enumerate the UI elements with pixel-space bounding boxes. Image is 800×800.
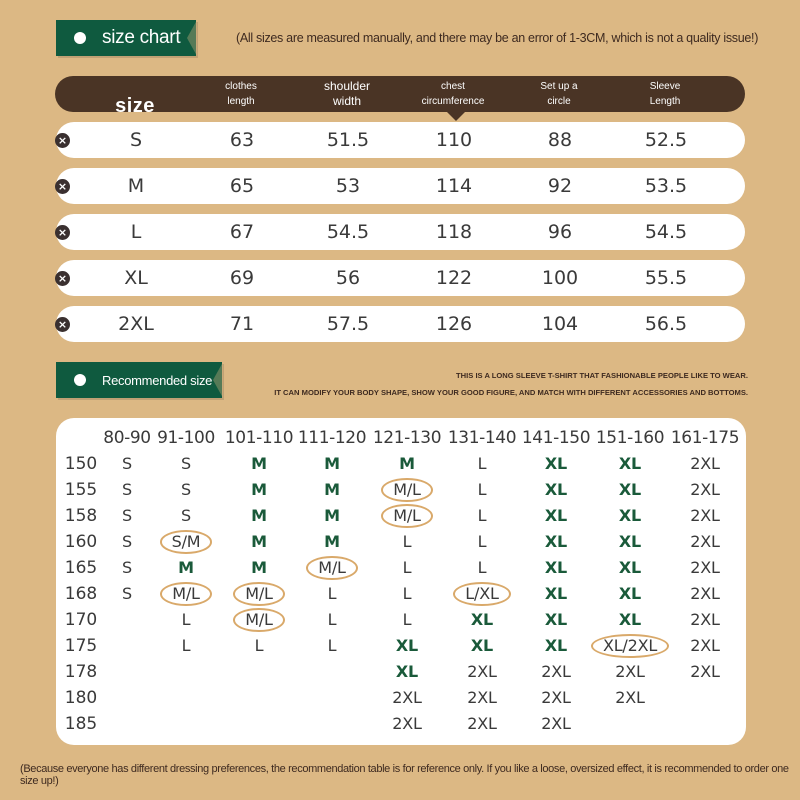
recommended-size-cell: M/L: [146, 584, 226, 606]
recommended-size-cell: L: [477, 532, 487, 551]
recommended-size-cell: 2XL: [541, 662, 571, 681]
measurement-value: 122: [435, 267, 473, 289]
recommended-size-cell: L: [327, 584, 337, 603]
recommended-size-cell: M/L: [367, 506, 447, 528]
recommended-size-cell: XL: [544, 506, 568, 525]
recommended-size-cell: XL: [395, 662, 419, 681]
recommended-size-cell: M/L: [367, 480, 447, 502]
recommended-size-cell: XL: [544, 454, 568, 473]
recommended-size-cell: L: [327, 610, 337, 629]
size-label: S: [129, 129, 143, 151]
header-size: size: [115, 94, 155, 117]
header-line: Length: [649, 96, 681, 107]
recommended-size-cell: L: [402, 610, 412, 629]
header-sleeve-length: [610, 76, 720, 112]
recommended-size-cell: S: [122, 506, 132, 525]
measurement-value: 53: [335, 175, 361, 197]
measurement-value: 57.5: [326, 313, 370, 335]
recommended-size-cell: L: [477, 480, 487, 499]
recommended-size-cell: L: [477, 558, 487, 577]
recommended-notes: [274, 367, 748, 401]
measurement-value: 126: [435, 313, 473, 335]
recommended-size-cell: M/L: [219, 610, 299, 632]
recommended-size-cell: XL: [544, 532, 568, 551]
measurement-value: 56: [335, 267, 361, 289]
recommended-size-cell: 2XL: [690, 558, 720, 577]
header-line: Set up a: [540, 81, 578, 92]
height-row-header: 175: [64, 636, 98, 656]
measurement-value: 104: [541, 313, 579, 335]
header-set-up-a-circle: [504, 76, 614, 112]
recommended-size-cell: XL: [395, 636, 419, 655]
height-row-header: 165: [64, 558, 98, 578]
recommended-size-cell: XL: [618, 610, 642, 629]
recommended-size-cell: M: [251, 532, 267, 551]
size-chart-title: size chart: [102, 27, 181, 48]
recommended-size-cell: L: [477, 454, 487, 473]
recommended-size-cell: 2XL: [615, 662, 645, 681]
recommended-size-cell: 2XL: [690, 636, 720, 655]
header-line: width: [332, 94, 361, 108]
size-label: 2XL: [118, 313, 154, 335]
recommended-size-cell: 2XL: [690, 506, 720, 525]
measurement-value: 96: [547, 221, 573, 243]
recommended-size-cell: 2XL: [690, 662, 720, 681]
size-row-l: [56, 214, 745, 250]
recommended-size-cell: L: [181, 636, 191, 655]
recommended-size-cell: L: [327, 636, 337, 655]
header-line: chest: [441, 81, 465, 92]
measurement-value: 52.5: [644, 129, 688, 151]
header-line: circumference: [421, 96, 485, 107]
header-line: shoulder: [323, 79, 371, 93]
footnote: (Because everyone has different dressing preferences, the recommendation table is for reference only. If you like a loose, oversized effect, it is recommended to order one size up!): [20, 763, 789, 787]
close-icon: ×: [55, 225, 70, 240]
height-row-header: 185: [64, 714, 98, 734]
recommended-size-cell: XL: [618, 584, 642, 603]
recommended-size-cell: L: [402, 584, 412, 603]
recommended-size-cell: XL: [618, 506, 642, 525]
recommended-size-cell: 2XL: [541, 714, 571, 733]
recommended-size-cell: XL: [618, 532, 642, 551]
recommended-size-cell: S: [181, 506, 191, 525]
recommended-size-cell: 2XL: [615, 688, 645, 707]
recommended-size-cell: S: [122, 454, 132, 473]
recommended-size-cell: 2XL: [690, 454, 720, 473]
header-line: length: [227, 96, 255, 107]
recommended-size-cell: M/L: [292, 558, 372, 580]
height-row-header: 170: [64, 610, 98, 630]
close-icon: ×: [55, 271, 70, 286]
recommended-size-cell: S: [122, 558, 132, 577]
recommended-size-cell: S: [122, 584, 132, 603]
recommended-size-cell: L: [402, 558, 412, 577]
recommended-size-cell: 2XL: [467, 714, 497, 733]
recommended-size-cell: L: [477, 506, 487, 525]
recommended-size-cell: 2XL: [690, 584, 720, 603]
measurement-value: 53.5: [644, 175, 688, 197]
weight-column-header: 111-120: [297, 428, 367, 448]
recommended-size-tag: [56, 362, 222, 398]
recommended-size-cell: L: [402, 532, 412, 551]
measurement-value: 88: [547, 129, 573, 151]
recommended-size-cell: L: [254, 636, 264, 655]
recommended-size-cell: XL: [618, 454, 642, 473]
recommended-size-cell: 2XL: [541, 688, 571, 707]
tag-fold: [213, 362, 223, 398]
recommended-size-cell: XL: [544, 636, 568, 655]
recommended-size-cell: M: [178, 558, 194, 577]
measurement-value: 71: [229, 313, 255, 335]
weight-column-header: 101-110: [224, 428, 294, 448]
size-row-m: [56, 168, 745, 204]
recommended-size-cell: XL: [618, 558, 642, 577]
close-icon: ×: [55, 317, 70, 332]
recommended-size-cell: M: [324, 532, 340, 551]
weight-column-header: 91-100: [157, 428, 215, 448]
tag-fold: [187, 20, 197, 56]
measurement-value: 69: [229, 267, 255, 289]
header-pointer: [447, 112, 465, 121]
size-label: L: [130, 221, 142, 243]
bullet-dot-icon: [74, 374, 86, 386]
recommended-size-cell: S/M: [146, 532, 226, 554]
header-line: circle: [547, 96, 571, 107]
measurement-value: 100: [541, 267, 579, 289]
close-icon: ×: [55, 179, 70, 194]
size-row-xl: [56, 260, 745, 296]
size-chart-header: [55, 76, 745, 117]
recommended-size-cell: M: [251, 506, 267, 525]
recommended-size-cell: XL: [470, 636, 494, 655]
measurement-value: 54.5: [644, 221, 688, 243]
header-chest-circumference: [398, 76, 508, 112]
weight-column-header: 121-130: [372, 428, 442, 448]
recommended-size-cell: L/XL: [442, 584, 522, 606]
recommended-size-cell: M/L: [219, 584, 299, 606]
height-row-header: 178: [64, 662, 98, 682]
recommended-size-title: Recommended size: [102, 372, 213, 388]
recommended-size-cell: 2XL: [467, 662, 497, 681]
recommended-size-cell: XL: [470, 610, 494, 629]
recommended-size-cell: XL: [544, 558, 568, 577]
recommended-size-cell: 2XL: [690, 610, 720, 629]
recommended-size-cell: XL: [618, 480, 642, 499]
weight-column-header: 131-140: [447, 428, 517, 448]
recommended-size-cell: M: [251, 454, 267, 473]
recommended-size-cell: XL: [544, 584, 568, 603]
measurement-value: 56.5: [644, 313, 688, 335]
recommended-size-cell: 2XL: [690, 480, 720, 499]
recommended-size-table: [56, 418, 746, 745]
size-label: M: [127, 175, 145, 197]
weight-column-header: 161-175: [670, 428, 740, 448]
measurement-value: 92: [547, 175, 573, 197]
height-row-header: 168: [64, 584, 98, 604]
weight-column-header: 141-150: [521, 428, 591, 448]
size-chart-tag: [56, 20, 196, 56]
recommended-size-cell: S: [181, 454, 191, 473]
recommended-size-cell: 2XL: [392, 688, 422, 707]
measurement-value: 67: [229, 221, 255, 243]
height-row-header: 160: [64, 532, 98, 552]
recommended-size-cell: XL: [544, 480, 568, 499]
recommended-size-cell: 2XL: [690, 532, 720, 551]
measurement-value: 55.5: [644, 267, 688, 289]
recommended-size-cell: XL/2XL: [590, 636, 670, 658]
recommended-note-line: THIS IS A LONG SLEEVE T-SHIRT THAT FASHIONABLE PEOPLE LIKE TO WEAR.: [456, 371, 748, 380]
measurement-value: 110: [435, 129, 473, 151]
recommended-size-cell: 2XL: [467, 688, 497, 707]
measurement-value: 118: [435, 221, 473, 243]
size-row-2xl: [56, 306, 745, 342]
header-line: clothes: [225, 81, 257, 92]
size-row-s: [56, 122, 745, 158]
recommended-size-cell: M: [324, 480, 340, 499]
recommended-size-cell: 2XL: [392, 714, 422, 733]
recommended-size-cell: M: [251, 558, 267, 577]
measurement-value: 63: [229, 129, 255, 151]
measurement-note: (All sizes are measured manually, and there may be an error of 1-3CM, which is not a quality issue!): [236, 31, 759, 45]
recommended-size-cell: M: [324, 506, 340, 525]
recommended-size-cell: M: [399, 454, 415, 473]
header-clothes-length: [186, 76, 296, 112]
recommended-size-cell: S: [122, 480, 132, 499]
weight-column-header: 151-160: [595, 428, 665, 448]
height-row-header: 155: [64, 480, 98, 500]
measurement-value: 54.5: [326, 221, 370, 243]
recommended-size-cell: M: [251, 480, 267, 499]
close-icon: ×: [55, 133, 70, 148]
size-label: XL: [124, 267, 148, 289]
recommended-size-cell: S: [122, 532, 132, 551]
header-line: Sleeve: [649, 81, 681, 92]
recommended-note-line: IT CAN MODIFY YOUR BODY SHAPE, SHOW YOUR GOOD FIGURE, AND MATCH WITH DIFFERENT ACCESSORIES AND BOTTOMS.: [274, 388, 748, 397]
height-row-header: 180: [64, 688, 98, 708]
recommended-size-cell: L: [181, 610, 191, 629]
recommended-size-cell: M: [324, 454, 340, 473]
bullet-dot-icon: [74, 32, 86, 44]
recommended-size-cell: S: [181, 480, 191, 499]
height-row-header: 158: [64, 506, 98, 526]
measurement-value: 51.5: [326, 129, 370, 151]
recommended-size-cell: XL: [544, 610, 568, 629]
measurement-value: 114: [435, 175, 473, 197]
measurement-value: 65: [229, 175, 255, 197]
height-row-header: 150: [64, 454, 98, 474]
header-shoulder-width: [292, 76, 402, 112]
weight-column-header: 80-90: [103, 428, 151, 448]
